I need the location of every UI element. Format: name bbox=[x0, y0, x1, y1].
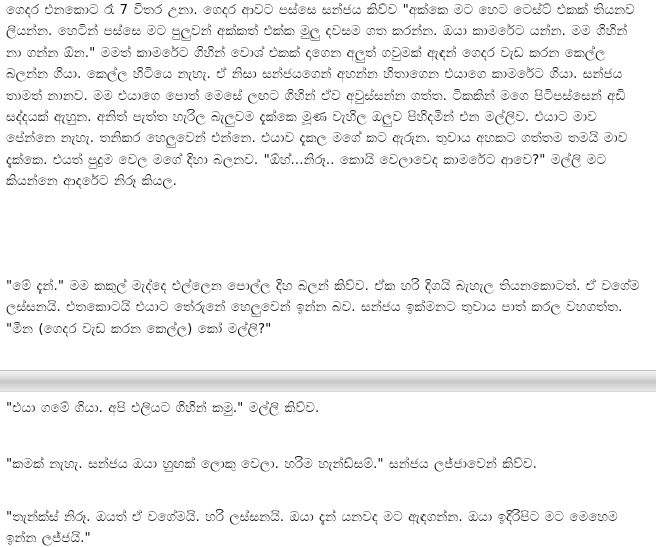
story-paragraph: "තැන්ක්ස් නිරූ. ඔයත් ඒ වගේමයි. හරි ලස්සනයි. ඔයා දැන් යනවද මට ඇඳගන්න. ඔයා ඉදිරිපිට මට මෙහෙම ඉන්න ලජ්ජයි." bbox=[6, 510, 618, 547]
story-section-bottom bbox=[0, 392, 656, 547]
story-paragraph: "එයා ගමේ ගියා. අපි එලියට ගිහින් කමු." මල්ලි කිව්ව. bbox=[6, 401, 320, 416]
story-paragraph: ගෙදර එනකොට රෑ 7 විතර උනා. ගෙදර ආවට පස්සෙ සන්ජය කිව්ව "අක්කෙ මට හෙට ටෙස්ට් එකක් තියනව ලියන්න. හෙටින් පස්සෙ මට පුලුවන් අක්කත් එක්ක මුලු දවසම ගත කරන්න. ඔයා කාමරේට යන්න. මම ගිහින් නා ගන්න ඕන." මමත් කාමරේට ගිහින් වොශ් එකක් දාගෙන අලුත් ගවුමක් ඇඳන් ගෙදර වැඩ කරන කෙල්ල බලන්න ගියා. කෙල්ල හිටියෙ නැහැ. ඒ නිසා සන්ජයගෙන් අහන්න හිතාගෙන එයාගෙ කාමරේට ගියා. සන්ජය තාමත් නානව. මම එයාගෙ පොත් මෙසේ ලඟට ගිහින් ඒව අවුස්සන්න ගත්ත. ටිකකින් මගෙ පිටිපස්සෙන් අඩි සද්දයක් ඇහුන. අනිත් පැත්ත හැරිල බැලුවම දැක්කෙ මූණ වැහිල ඔලුව පිහිදමින් එන මල්ලිව. එයාට මාව පේන්නෙ නැහැ. තනිකර හෙලුවෙන් එන්නෙ. එයාව දැකල මගේ කට ඇරුන. තුවාය අහකට ගත්තම තමයි මාව දැක්කෙ. එයත් පුදුම වෙල මගේ දිහා බලනව. "ඕහ්...නිරූ.. කොයි වෙලාවෙද කාමරේට ආවෙ?" මල්ලි මට කියන්නෙ ආදරේට නිරූ කියල. bbox=[6, 3, 635, 190]
story-paragraph: "කමක් නැහැ. සන්ජය ඔයා හුඟක් ලොකු වෙලා. හරිම හැන්ඩ්සම්." සන්ජය ලජ්ජාවෙන් කිව්ව. bbox=[6, 457, 538, 472]
story-paragraph: "මේ දැන්." මම කකුල් මැද්දෙ එල්ලෙන පොල්ල දිහ බලන් කිව්ව. ඒක හරි දිගයි බැහැල තියනකොටත්. ඒ වගේම ලස්සනයි. එතකොටයි එයාට තේරුනේ හෙලුවෙන් ඉන්න බව. සන්ජය ඉක්මනට තුවාය පාත් කරල වහගත්ත. "මීන (ගෙදර වැඩ කරන කෙල්ල) කෝ මල්ලි?" bbox=[6, 279, 640, 337]
section-divider bbox=[0, 370, 656, 392]
